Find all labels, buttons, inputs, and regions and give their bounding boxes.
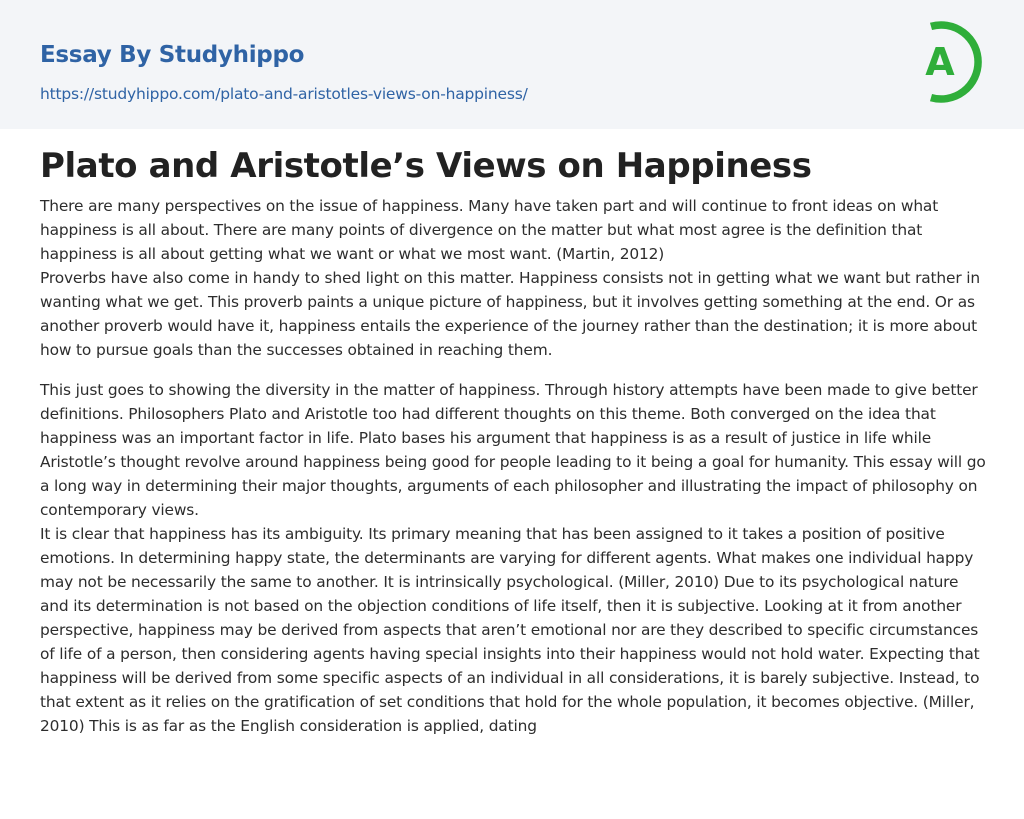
essay-paragraph: It is clear that happiness has its ambiguity. Its primary meaning that has been assigned to it takes a position of positive emotions. In determining happy state, the determinants are varying for different agents. What makes one individual happy may not be necessarily the same to another. It is intrinsically psychological. (Miller, 2010) Due to its psychological nature and its determination is not based on the objection conditions of life itself, then it is subjective. Looking at it from another perspective, happiness may be derived from aspects that aren’t emotional nor are they described to specific circumstances of life of a person, then considering agents having special insights into their happiness would not hold water. Expecting that happiness will be derived from some specific aspects of an individual in all considerations, it is barely subjective. Instead, to that extent as it relies on the gratification of set conditions that hold for the whole population, it becomes objective. (Miller, 2010) This is as far as the English consideration is applied, dating bbox=[40, 525, 980, 735]
essay-body bbox=[40, 194, 990, 738]
essay-paragraph: This just goes to showing the diversity in the matter of happiness. Through history attempts have been made to give better definitions. Philosophers Plato and Aristotle too had different thoughts on this theme. Both converged on the idea that happiness was an important factor in life. Plato bases his argument that happiness is as a result of justice in life while Aristotle’s thought revolve around happiness being good for people leading to it being a goal for humanity. This essay will go a long way in determining their major thoughts, arguments of each philosopher and illustrating the impact of philosophy on contemporary views. bbox=[40, 381, 986, 519]
essay-url-link[interactable]: https://studyhippo.com/plato-and-aristotles-views-on-happiness/ bbox=[40, 85, 528, 103]
site-title[interactable]: Essay By Studyhippo bbox=[40, 42, 305, 68]
logo-letter: A bbox=[925, 40, 955, 84]
essay-title: Plato and Aristotle’s Views on Happiness bbox=[40, 146, 812, 186]
essay-paragraph: Proverbs have also come in handy to shed light on this matter. Happiness consists not in getting what we want but rather in wanting what we get. This proverb paints a unique picture of happiness, but it involves getting something at the end. Or as another proverb would have it, happiness entails the experience of the journey rather than the destination; it is more about how to pursue goals than the successes obtained in reaching them. bbox=[40, 269, 980, 359]
site-header bbox=[0, 0, 1024, 129]
essay-paragraph: There are many perspectives on the issue of happiness. Many have taken part and will continue to front ideas on what happiness is all about. There are many points of divergence on the matter but what most agree is the definition that happiness is all about getting what we want or what we most want. (Martin, 2012) bbox=[40, 197, 939, 263]
studyhippo-logo-icon[interactable] bbox=[908, 18, 988, 106]
